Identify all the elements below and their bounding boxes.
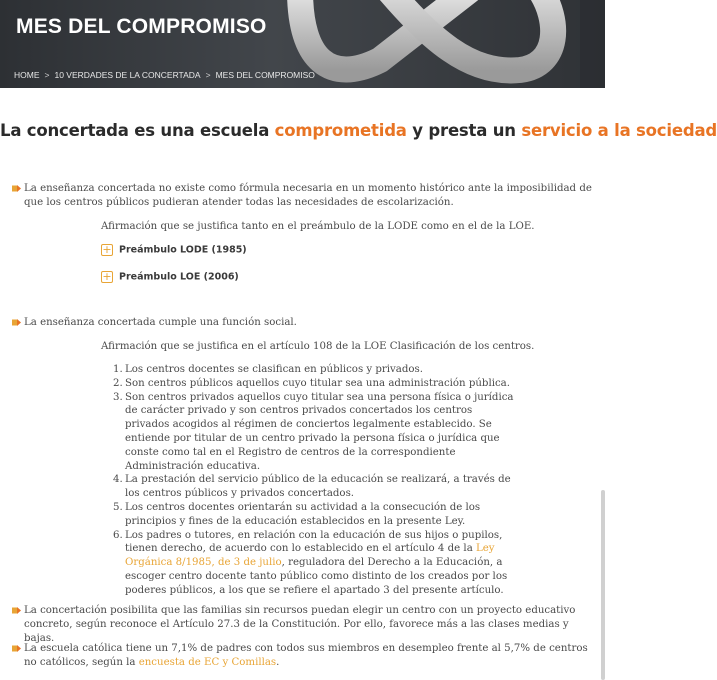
breadcrumb-current: MES DEL COMPROMISO [215,69,315,80]
bullet-arrow-icon [12,645,21,652]
bullet-text [12,642,602,670]
accordion-loe-toggle[interactable] [101,271,239,285]
breadcrumb-home[interactable]: HOME [14,69,40,80]
list-item: 3. Son centros privados aquellos cuyo titular sea una persona física o jurídica de carácter privado y son centros privados concertados los centros privados acogidos al régimen de conciertos legalmente establecido. Se entiende por titular de un centro privado la persona física o jurídica que conste como tal en el Registro de centros de la correspondiente Administración educativa. [113,391,514,472]
bullet-arrow-icon [12,185,21,192]
bullet-text: La enseñanza concertada no existe como fórmula necesaria en un momento histórico ante la imposibilidad de que los centros públicos pudieran atender todas las necesidades de escolarización. [24,183,592,208]
list-item-text: , reguladora del Derecho a la Educación, a escoger centro docente tanto público como distinto de los creados por los poderes públicos, a los que se refiere el apartado 3 del presente artículo. [125,557,508,596]
section-headline [0,121,717,140]
bullet-text-part: . [276,657,280,668]
encuesta-link[interactable]: encuesta de EC y Comillas [138,657,277,668]
headline-highlight: comprometida [274,121,407,140]
justification-note: Afirmación que se justifica en el artículo 108 de la LOE Clasificación de los centros. [101,341,535,352]
bullet-text-part: La escuela católica tiene un 7,1% de padres con todos sus miembros en desempleo frente al 5,7% de centros no católicos, según la [24,643,588,668]
list-item: 1. Los centros docentes se clasifican en públicos y privados. [113,364,424,375]
bullet-text: La enseñanza concertada cumple una función social. [24,317,297,328]
page-header [0,0,605,88]
breadcrumb-10-verdades[interactable]: 10 VERDADES DE LA CONCERTADA [54,69,201,80]
page-scrollbar[interactable] [601,490,605,680]
list-item-text: Son centros públicos aquellos cuyo titular sea una administración pública. [125,377,510,389]
headline-part: y presta un [406,121,522,140]
list-item: 2. Son centros públicos aquellos cuyo titular sea una administración pública. [113,377,510,389]
list-item [12,182,602,210]
list-item-text: Los centros docentes orientarán su actividad a la consecución de los principios y fines de la educación establecidos en la presente Ley. [125,501,481,527]
bullet-arrow-icon [12,607,21,614]
ley-organica-link[interactable]: Ley Orgánica 8/1985, de 3 de julio [125,543,495,569]
plus-icon: + [102,270,112,283]
accordion-label: Preámbulo LOE (2006) [119,271,239,283]
bullet-text: La concertación posibilita que las familias sin recursos puedan elegir un centro con un proyecto educativo concreto, según reconoce el Artículo 27.3 de la Constitución. Por ello, favorece más a las clases medias y bajas. [24,605,576,644]
accordion-label: Preámbulo LODE (1985) [119,244,247,256]
list-item: 4. La prestación del servicio público de la educación se realizará, a través de los centros públicos y privados concertados. [113,474,511,500]
page-title: MES DEL COMPROMISO [16,15,267,38]
headline-highlight: servicio a la sociedad [521,121,717,140]
accordion-lode-toggle[interactable] [101,244,247,258]
article-108-list [113,363,515,598]
chevron-right-icon: > [44,69,50,80]
list-item: 6. Los padres o tutores, en relación con la educación de sus hijos o pupilos, tienen derecho, de acuerdo con lo establecido en el artículo 4 de la Ley Orgánica 8/1985, de 3 de julio, reguladora del Derecho a la Educación, a escoger centro docente tanto público como distinto de los creados por los poderes públicos, a los que se refiere el apartado 3 del presente artículo. [113,529,508,596]
list-item [12,642,602,670]
list-item-text: La prestación del servicio público de la educación se realizará, a través de los centros públicos y privados concertados. [125,474,511,500]
list-item: 5. Los centros docentes orientarán su actividad a la consecución de los principios y fines de la educación establecidos en la presente Ley. [113,501,481,527]
justification-note: Afirmación que se justifica tanto en el preámbulo de la LODE como en el de la LOE. [101,221,535,232]
plus-icon: + [102,243,112,256]
chevron-right-icon: > [205,69,211,80]
list-item-text: Son centros privados aquellos cuyo titular sea una persona física o jurídica de carácter privado y son centros privados concertados los centros privados acogidos al régimen de conciertos legalmente establecido. Se entiende por titular de un centro privado la persona física o jurídica que conste como tal en el Registro de centros de la correspondiente Administración educativa. [125,391,514,472]
list-item-text: Los padres o tutores, en relación con la educación de sus hijos o pupilos, tienen derecho, de acuerdo con lo establecido en el artículo 4 de la [125,529,503,555]
bullet-arrow-icon [12,319,21,326]
list-item-text: Los centros docentes se clasifican en públicos y privados. [125,364,424,375]
headline-part: La concertada es una escuela [0,121,275,140]
list-item [12,316,602,330]
breadcrumb [14,69,315,80]
list-item [12,604,602,646]
